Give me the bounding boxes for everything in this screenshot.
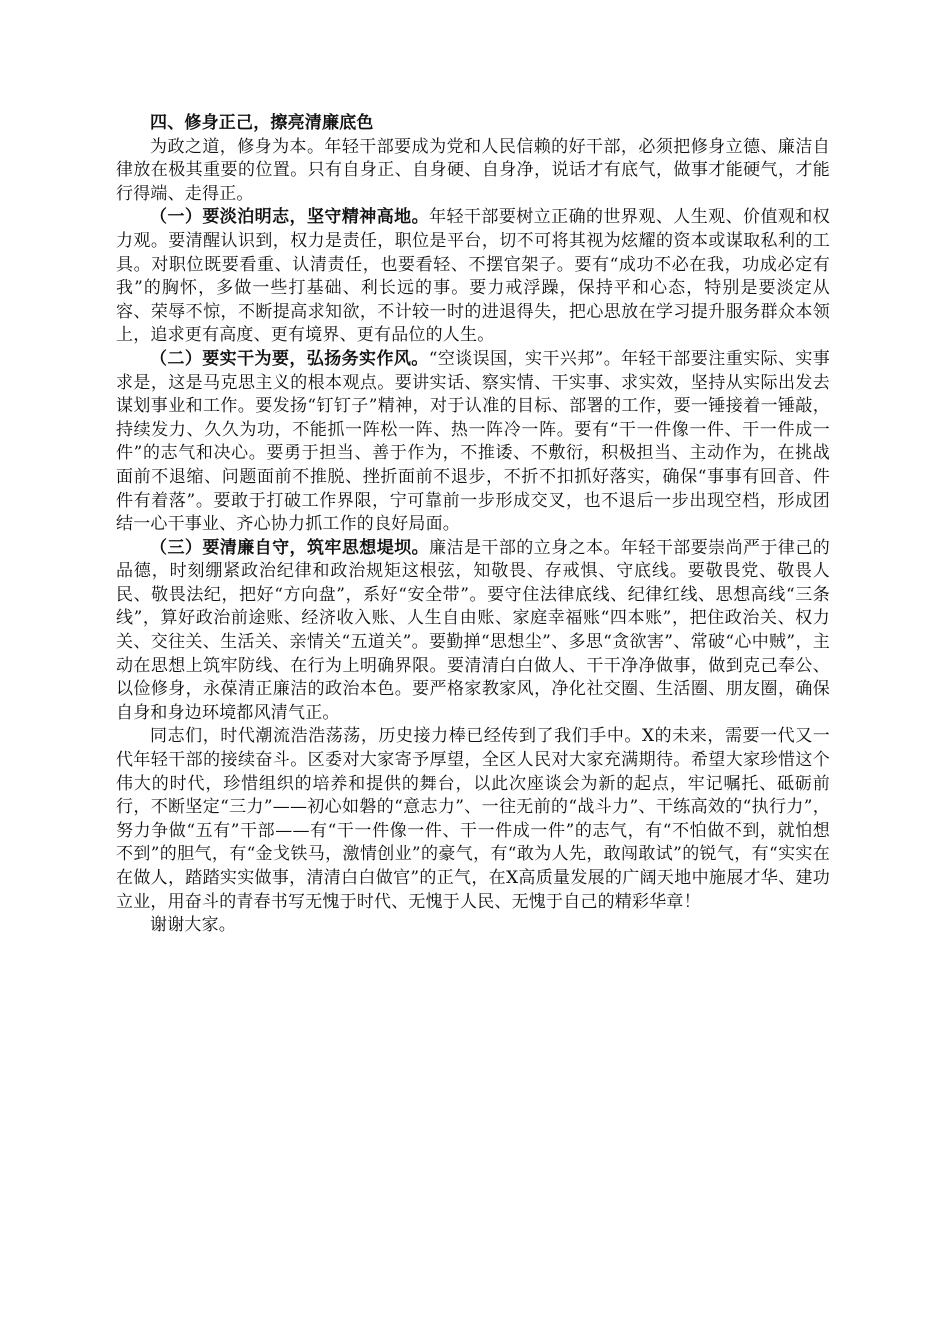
point-paragraph-3 bbox=[116, 537, 830, 726]
point-paragraph-1 bbox=[116, 206, 830, 348]
point-body-2: “空谈误国，实干兴邦”。年轻干部要注重实际、实事求是，这是马克思主义的根本观点。要讲实话、察实情、干实事、求实效，坚持从实际出发去谋划事业和工作。要发扬“钉钉子”精神，对于认准的目标、部署的工作，要一锤接着一锤敲，持续发力、久久为功，不能抓一阵松一阵、热一阵冷一阵。要有“干一件像一件、干一件成一件”的志气和决心。要勇于担当、善于作为，不推诿、不敷衍，积极担当、主动作为，在挑战面前不退缩、问题面前不推脱、挫折面前不退步，不折不扣抓好落实，确保“事事有回音、件件有着落”。要敢于打破工作界限，宁可靠前一步形成交叉，也不退后一步出现空档，形成团结一心干事业、齐心协力抓工作的良好局面。 bbox=[116, 348, 830, 535]
closing-paragraph: 同志们，时代潮流浩浩荡荡，历史接力棒已经传到了我们手中。X的未来，需要一代又一代年轻干部的接续奋斗。区委对大家寄予厚望，全区人民对大家充满期待。希望大家珍惜这个伟大的时代，珍惜组织的培养和提供的舞台，以此次座谈会为新的起点，牢记嘱托、砥砺前行，不断坚定“三力”——初心如磐的“意志力”、一往无前的“战斗力”、干练高效的“执行力”，努力争做“五有”干部——有“干一件像一件、干一件成一件”的志气，有“不怕做不到，就怕想不到”的胆气，有“金戈铁马，激情创业”的豪气，有“敢为人先，敢闯敢试”的锐气，有“实实在在做人，踏踏实实做事，清清白白做官”的正气，在X高质量发展的广阔天地中施展才华、建功立业，用奋斗的青春书写无愧于时代、无愧于人民、无愧于自己的精彩华章！ bbox=[116, 726, 830, 912]
closing-thanks: 谢谢大家。 bbox=[150, 915, 236, 936]
point-title-1: （一）要淡泊明志，坚守精神高地。 bbox=[150, 207, 430, 228]
point-paragraph-2 bbox=[116, 348, 830, 537]
point-title-2: （二）要实干为要，弘扬务实作风。 bbox=[150, 348, 429, 369]
point-title-3: （三）要清廉自守，筑牢思想堤坝。 bbox=[150, 537, 430, 558]
section-intro-paragraph: 为政之道，修身为本。年轻干部要成为党和人民信赖的好干部，必须把修身立德、廉洁自律放在极其重要的位置。只有自身正、自身硬、自身净，说话才有底气，做事才能硬气，才能行得端、走得正。 bbox=[116, 136, 830, 204]
point-body-3: 廉洁是干部的立身之本。年轻干部要崇尚严于律己的品德，时刻绷紧政治纪律和政治规矩这根弦，知敬畏、存戒惧、守底线。要敬畏党、敬畏人民、敬畏法纪，把好“方向盘”，系好“安全带”。要守住法律底线、纪律红线、思想高线“三条线”，算好政治前途账、经济收入账、人生自由账、家庭幸福账“四本账”，把住政治关、权力关、交往关、生活关、亲情关“五道关”。要勤掸“思想尘”、多思“贪欲害”、常破“心中贼”，主动在思想上筑牢防线、在行为上明确界限。要清清白白做人、干干净净做事，做到克己奉公、以俭修身，永葆清正廉洁的政治本色。要严格家教家风，净化社交圈、生活圈、朋友圈，确保自身和身边环境都风清气正。 bbox=[116, 537, 830, 723]
document-page bbox=[116, 112, 830, 938]
point-body-1: 年轻干部要树立正确的世界观、人生观、价值观和权力观。要清醒认识到，权力是责任，职位是平台，切不可将其视为炫耀的资本或谋取私利的工具。对职位既要看重、认清责任，也要看轻、不摆官架子。要有“成功不必在我，功成必定有我”的胸怀，多做一些打基础、利长远的事。要力戒浮躁，保持平和心态，特别是要淡定从容、荣辱不惊，不断提高求知欲，不计较一时的进退得失，把心思放在学习提升服务群众本领上，追求更有高度、更有境界、更有品位的人生。 bbox=[116, 207, 830, 346]
section-heading: 四、修身正己，擦亮清廉底色 bbox=[150, 113, 374, 133]
